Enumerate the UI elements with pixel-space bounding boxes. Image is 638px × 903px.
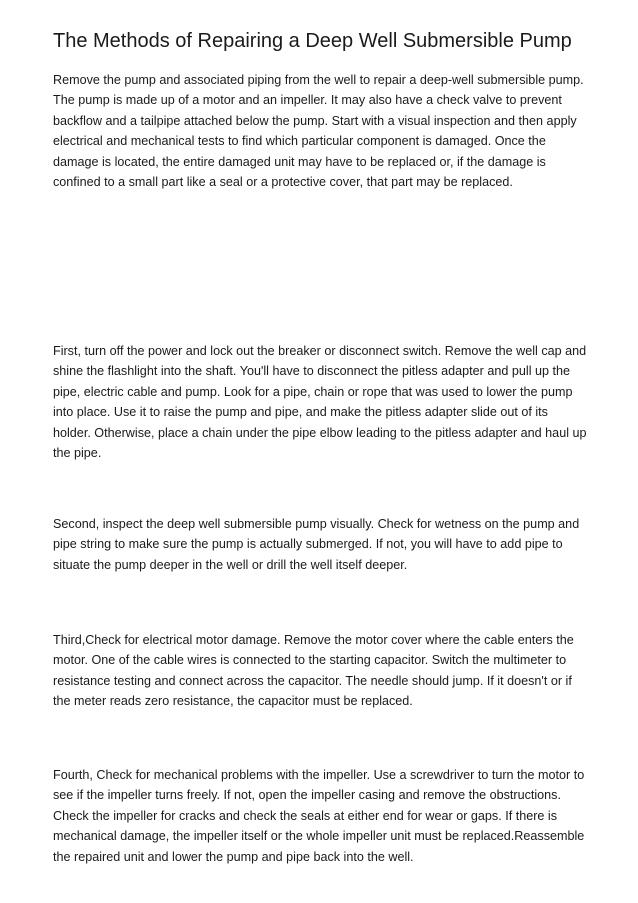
- paragraph-third-step: Third,Check for electrical motor damage. Remove the motor cover where the cable enters the motor. One of the cable wires is connected to the starting capacitor. Switch the multimeter to resistance testing and connect across the capacitor. The needle should jump. If it doesn't or if the meter reads zero resistance, the capacitor must be replaced.: [53, 633, 574, 709]
- paragraph-fourth-step: Fourth, Check for mechanical problems with the impeller. Use a screwdriver to turn the motor to see if the impeller turns freely. If not, open the impeller casing and remove the obstructions. Check the impeller for cracks and check the seals at either end for wear or gaps. If there is mechanical damage, the impeller itself or the whole impeller unit must be replaced.Reassemble the repaired unit and lower the pump and pipe back into the well.: [53, 768, 585, 864]
- paragraph-first-step: First, turn off the power and lock out the breaker or disconnect switch. Remove the well cap and shine the flashlight into the shaft. You'll have to disconnect the pitless adapter and pull up the pipe, electric cable and pump. Look for a pipe, chain or rope that was used to lower the pump into place. Use it to raise the pump and pipe, and make the pitless adapter slide out of its holder. Otherwise, place a chain under the pipe elbow leading to the pitless adapter and haul up the pipe.: [53, 344, 587, 461]
- paragraph-intro: Remove the pump and associated piping from the well to repair a deep-well submersible pump. The pump is made up of a motor and an impeller. It may also have a check valve to prevent backflow and a tailpipe attached below the pump. Start with a visual inspection and then apply electrical and mechanical tests to find which particular component is damaged. Once the damage is located, the entire damaged unit may have to be replaced or, if the damage is confined to a small part like a seal or a protective cover, that part may be replaced.: [53, 73, 584, 190]
- document-title: The Methods of Repairing a Deep Well Submersible Pump: [53, 30, 572, 52]
- paragraph-second-step: Second, inspect the deep well submersible pump visually. Check for wetness on the pump and pipe string to make sure the pump is actually submerged. If not, you will have to add pipe to situate the pump deeper in the well or drill the well itself deeper.: [53, 517, 580, 572]
